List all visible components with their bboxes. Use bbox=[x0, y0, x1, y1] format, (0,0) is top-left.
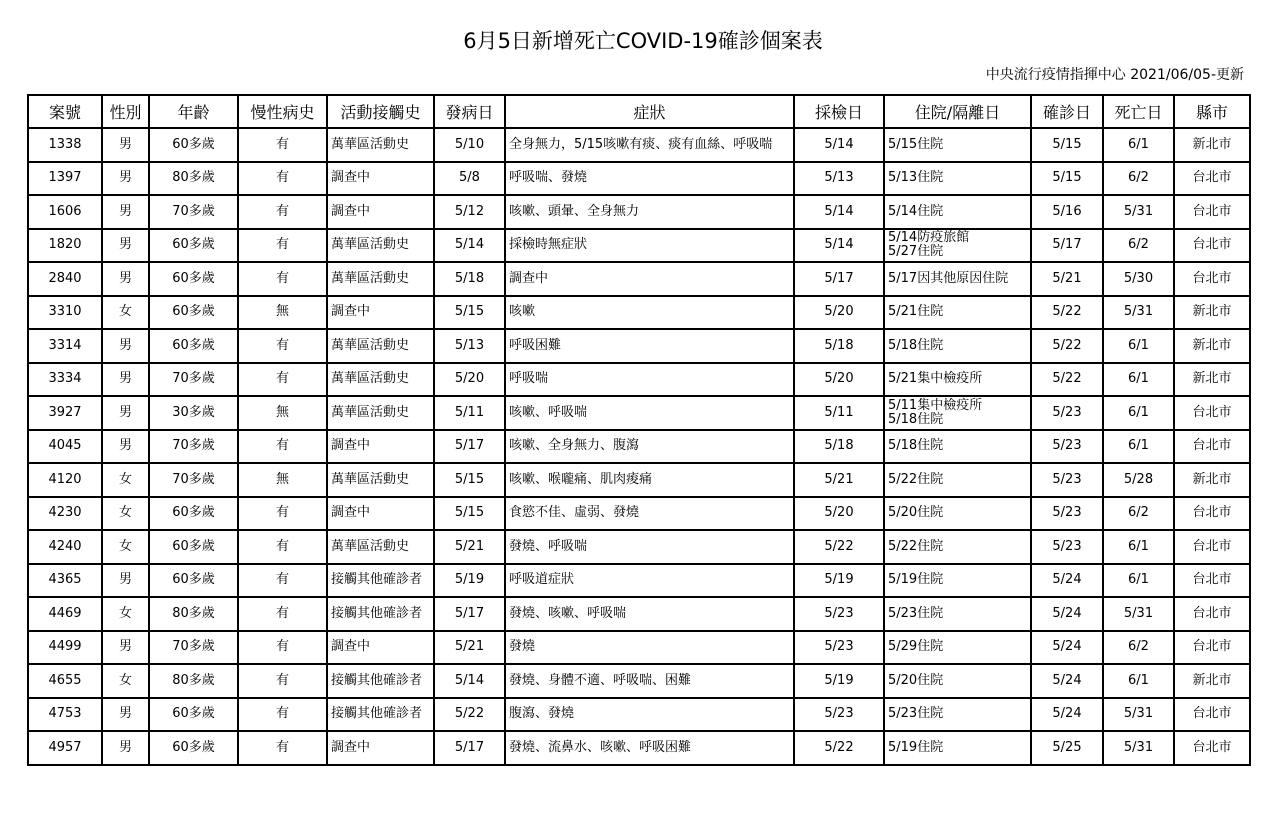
contact-history-cell: 萬華區活動史 bbox=[327, 463, 434, 497]
confirm-date-cell: 5/22 bbox=[1031, 329, 1103, 363]
symptoms-cell: 呼吸道症狀 bbox=[505, 564, 794, 598]
case-number-cell: 1820 bbox=[28, 229, 102, 263]
symptoms-cell: 發燒、身體不適、呼吸喘、困難 bbox=[505, 664, 794, 698]
sex-cell: 男 bbox=[102, 363, 149, 397]
table-row bbox=[28, 497, 1250, 531]
hospital-date-cell bbox=[884, 497, 1031, 531]
city-cell: 台北市 bbox=[1174, 731, 1250, 765]
hospital-line-1: 5/15住院 bbox=[888, 136, 944, 152]
hospital-line-1: 5/17因其他原因住院 bbox=[888, 270, 1009, 286]
hospital-line-1: 5/22住院 bbox=[888, 471, 944, 487]
update-note: 中央流行疫情指揮中心 2021/06/05-更新 bbox=[985, 67, 1244, 83]
case-number-cell: 4469 bbox=[28, 597, 102, 631]
chronic-disease-cell: 有 bbox=[238, 530, 327, 564]
sex-cell: 男 bbox=[102, 631, 149, 665]
contact-history-cell: 調查中 bbox=[327, 731, 434, 765]
age-cell: 60多歲 bbox=[149, 564, 238, 598]
contact-history-cell: 接觸其他確診者 bbox=[327, 597, 434, 631]
city-cell: 台北市 bbox=[1174, 497, 1250, 531]
table-row bbox=[28, 296, 1250, 330]
confirm-date-cell: 5/23 bbox=[1031, 430, 1103, 464]
city-cell: 台北市 bbox=[1174, 162, 1250, 196]
hospital-date-cell bbox=[884, 162, 1031, 196]
confirm-date-cell: 5/24 bbox=[1031, 597, 1103, 631]
case-number-cell: 4365 bbox=[28, 564, 102, 598]
column-header: 死亡日 bbox=[1103, 95, 1174, 128]
city-cell: 台北市 bbox=[1174, 195, 1250, 229]
symptoms-cell: 發燒、呼吸喘 bbox=[505, 530, 794, 564]
city-cell: 新北市 bbox=[1174, 463, 1250, 497]
chronic-disease-cell: 有 bbox=[238, 564, 327, 598]
column-header: 年齡 bbox=[149, 95, 238, 128]
test-date-cell: 5/13 bbox=[794, 162, 884, 196]
chronic-disease-cell: 有 bbox=[238, 631, 327, 665]
age-cell: 60多歲 bbox=[149, 262, 238, 296]
confirm-date-cell: 5/21 bbox=[1031, 262, 1103, 296]
hospital-date-cell bbox=[884, 363, 1031, 397]
table-row bbox=[28, 128, 1250, 162]
column-header: 案號 bbox=[28, 95, 102, 128]
age-cell: 60多歲 bbox=[149, 497, 238, 531]
case-number-cell: 3314 bbox=[28, 329, 102, 363]
death-date-cell: 5/31 bbox=[1103, 296, 1174, 330]
contact-history-cell: 調查中 bbox=[327, 497, 434, 531]
chronic-disease-cell: 有 bbox=[238, 698, 327, 732]
case-number-cell: 2840 bbox=[28, 262, 102, 296]
sex-cell: 男 bbox=[102, 731, 149, 765]
chronic-disease-cell: 有 bbox=[238, 162, 327, 196]
contact-history-cell: 調查中 bbox=[327, 296, 434, 330]
test-date-cell: 5/23 bbox=[794, 698, 884, 732]
age-cell: 80多歲 bbox=[149, 664, 238, 698]
table-row bbox=[28, 430, 1250, 464]
onset-date-cell: 5/8 bbox=[434, 162, 505, 196]
table-row bbox=[28, 564, 1250, 598]
onset-date-cell: 5/15 bbox=[434, 296, 505, 330]
death-date-cell: 5/31 bbox=[1103, 195, 1174, 229]
case-number-cell: 4499 bbox=[28, 631, 102, 665]
onset-date-cell: 5/22 bbox=[434, 698, 505, 732]
contact-history-cell: 接觸其他確診者 bbox=[327, 698, 434, 732]
death-date-cell: 6/1 bbox=[1103, 664, 1174, 698]
age-cell: 70多歲 bbox=[149, 195, 238, 229]
test-date-cell: 5/14 bbox=[794, 128, 884, 162]
onset-date-cell: 5/19 bbox=[434, 564, 505, 598]
confirm-date-cell: 5/15 bbox=[1031, 128, 1103, 162]
confirm-date-cell: 5/17 bbox=[1031, 229, 1103, 263]
age-cell: 70多歲 bbox=[149, 430, 238, 464]
test-date-cell: 5/11 bbox=[794, 396, 884, 430]
sex-cell: 女 bbox=[102, 530, 149, 564]
test-date-cell: 5/17 bbox=[794, 262, 884, 296]
contact-history-cell: 萬華區活動史 bbox=[327, 396, 434, 430]
death-date-cell: 6/1 bbox=[1103, 564, 1174, 598]
sex-cell: 男 bbox=[102, 430, 149, 464]
city-cell: 台北市 bbox=[1174, 396, 1250, 430]
death-date-cell: 6/2 bbox=[1103, 497, 1174, 531]
chronic-disease-cell: 有 bbox=[238, 128, 327, 162]
symptoms-cell: 發燒、流鼻水、咳嗽、呼吸困難 bbox=[505, 731, 794, 765]
city-cell: 新北市 bbox=[1174, 363, 1250, 397]
symptoms-cell: 發燒、咳嗽、呼吸喘 bbox=[505, 597, 794, 631]
contact-history-cell: 調查中 bbox=[327, 631, 434, 665]
death-date-cell: 6/1 bbox=[1103, 396, 1174, 430]
contact-history-cell: 調查中 bbox=[327, 162, 434, 196]
contact-history-cell: 萬華區活動史 bbox=[327, 530, 434, 564]
table-row bbox=[28, 731, 1250, 765]
symptoms-cell: 發燒 bbox=[505, 631, 794, 665]
confirm-date-cell: 5/22 bbox=[1031, 296, 1103, 330]
contact-history-cell: 萬華區活動史 bbox=[327, 128, 434, 162]
case-number-cell: 4240 bbox=[28, 530, 102, 564]
sex-cell: 女 bbox=[102, 497, 149, 531]
city-cell: 台北市 bbox=[1174, 631, 1250, 665]
hospital-date-cell bbox=[884, 128, 1031, 162]
hospital-date-cell bbox=[884, 564, 1031, 598]
age-cell: 80多歲 bbox=[149, 597, 238, 631]
case-number-cell: 1606 bbox=[28, 195, 102, 229]
chronic-disease-cell: 有 bbox=[238, 731, 327, 765]
city-cell: 台北市 bbox=[1174, 530, 1250, 564]
test-date-cell: 5/18 bbox=[794, 430, 884, 464]
onset-date-cell: 5/17 bbox=[434, 430, 505, 464]
confirm-date-cell: 5/23 bbox=[1031, 463, 1103, 497]
death-date-cell: 6/1 bbox=[1103, 329, 1174, 363]
chronic-disease-cell: 無 bbox=[238, 296, 327, 330]
confirm-date-cell: 5/25 bbox=[1031, 731, 1103, 765]
sex-cell: 男 bbox=[102, 564, 149, 598]
chronic-disease-cell: 有 bbox=[238, 195, 327, 229]
test-date-cell: 5/22 bbox=[794, 731, 884, 765]
test-date-cell: 5/21 bbox=[794, 463, 884, 497]
case-number-cell: 4655 bbox=[28, 664, 102, 698]
sex-cell: 男 bbox=[102, 396, 149, 430]
symptoms-cell: 呼吸喘、發燒 bbox=[505, 162, 794, 196]
sex-cell: 男 bbox=[102, 229, 149, 263]
symptoms-cell: 咳嗽、全身無力、腹瀉 bbox=[505, 430, 794, 464]
case-number-cell: 4045 bbox=[28, 430, 102, 464]
hospital-line-1: 5/29住院 bbox=[888, 639, 944, 655]
hospital-line-1: 5/14防疫旅館 bbox=[888, 230, 970, 246]
hospital-line-2: 5/21集中檢疫所 bbox=[888, 371, 983, 387]
hospital-date-cell bbox=[884, 229, 1031, 263]
age-cell: 60多歲 bbox=[149, 329, 238, 363]
symptoms-cell: 咳嗽 bbox=[505, 296, 794, 330]
hospital-date-cell bbox=[884, 195, 1031, 229]
chronic-disease-cell: 有 bbox=[238, 664, 327, 698]
symptoms-cell: 咳嗽、頭暈、全身無力 bbox=[505, 195, 794, 229]
hospital-line-1: 5/23住院 bbox=[888, 706, 944, 722]
hospital-date-cell bbox=[884, 463, 1031, 497]
city-cell: 新北市 bbox=[1174, 128, 1250, 162]
hospital-line-2: 5/27住院 bbox=[888, 244, 944, 260]
hospital-date-cell bbox=[884, 396, 1031, 430]
hospital-date-cell bbox=[884, 430, 1031, 464]
column-header: 發病日 bbox=[434, 95, 505, 128]
test-date-cell: 5/22 bbox=[794, 530, 884, 564]
death-date-cell: 5/30 bbox=[1103, 262, 1174, 296]
death-date-cell: 6/1 bbox=[1103, 530, 1174, 564]
contact-history-cell: 萬華區活動史 bbox=[327, 329, 434, 363]
age-cell: 60多歲 bbox=[149, 128, 238, 162]
symptoms-cell: 呼吸喘 bbox=[505, 363, 794, 397]
hospital-line-1: 5/21住院 bbox=[888, 304, 944, 320]
table-row bbox=[28, 363, 1250, 397]
chronic-disease-cell: 有 bbox=[238, 430, 327, 464]
case-number-cell: 4120 bbox=[28, 463, 102, 497]
onset-date-cell: 5/18 bbox=[434, 262, 505, 296]
column-header: 症狀 bbox=[505, 95, 794, 128]
death-case-table bbox=[27, 94, 1251, 766]
sex-cell: 男 bbox=[102, 698, 149, 732]
city-cell: 新北市 bbox=[1174, 296, 1250, 330]
age-cell: 60多歲 bbox=[149, 731, 238, 765]
onset-date-cell: 5/12 bbox=[434, 195, 505, 229]
table-row bbox=[28, 162, 1250, 196]
death-date-cell: 5/31 bbox=[1103, 597, 1174, 631]
onset-date-cell: 5/14 bbox=[434, 229, 505, 263]
sex-cell: 男 bbox=[102, 329, 149, 363]
onset-date-cell: 5/20 bbox=[434, 363, 505, 397]
hospital-date-cell bbox=[884, 698, 1031, 732]
chronic-disease-cell: 有 bbox=[238, 229, 327, 263]
death-date-cell: 5/31 bbox=[1103, 698, 1174, 732]
hospital-line-2: 5/18住院 bbox=[888, 411, 944, 427]
case-number-cell: 1397 bbox=[28, 162, 102, 196]
hospital-line-1: 5/20住院 bbox=[888, 505, 944, 521]
confirm-date-cell: 5/22 bbox=[1031, 363, 1103, 397]
hospital-line-1: 5/11集中檢疫所 bbox=[888, 397, 983, 413]
hospital-date-cell bbox=[884, 296, 1031, 330]
test-date-cell: 5/18 bbox=[794, 329, 884, 363]
hospital-date-cell bbox=[884, 631, 1031, 665]
table-row bbox=[28, 664, 1250, 698]
age-cell: 60多歲 bbox=[149, 530, 238, 564]
column-header: 住院/隔離日 bbox=[884, 95, 1031, 128]
symptoms-cell: 腹瀉、發燒 bbox=[505, 698, 794, 732]
case-number-cell: 3927 bbox=[28, 396, 102, 430]
test-date-cell: 5/20 bbox=[794, 497, 884, 531]
confirm-date-cell: 5/24 bbox=[1031, 698, 1103, 732]
confirm-date-cell: 5/23 bbox=[1031, 497, 1103, 531]
contact-history-cell: 調查中 bbox=[327, 195, 434, 229]
city-cell: 台北市 bbox=[1174, 430, 1250, 464]
test-date-cell: 5/19 bbox=[794, 664, 884, 698]
table-body bbox=[28, 128, 1250, 765]
confirm-date-cell: 5/23 bbox=[1031, 530, 1103, 564]
death-date-cell: 6/2 bbox=[1103, 162, 1174, 196]
hospital-line-1: 5/22住院 bbox=[888, 538, 944, 554]
column-header: 性別 bbox=[102, 95, 149, 128]
chronic-disease-cell: 有 bbox=[238, 329, 327, 363]
symptoms-cell: 呼吸困難 bbox=[505, 329, 794, 363]
sex-cell: 女 bbox=[102, 597, 149, 631]
hospital-date-cell bbox=[884, 329, 1031, 363]
hospital-date-cell bbox=[884, 262, 1031, 296]
city-cell: 台北市 bbox=[1174, 564, 1250, 598]
column-header: 活動接觸史 bbox=[327, 95, 434, 128]
hospital-date-cell bbox=[884, 597, 1031, 631]
hospital-line-1: 5/18住院 bbox=[888, 438, 944, 454]
test-date-cell: 5/23 bbox=[794, 597, 884, 631]
death-date-cell: 6/2 bbox=[1103, 631, 1174, 665]
table-row bbox=[28, 530, 1250, 564]
age-cell: 80多歲 bbox=[149, 162, 238, 196]
contact-history-cell: 調查中 bbox=[327, 430, 434, 464]
column-header: 確診日 bbox=[1031, 95, 1103, 128]
age-cell: 60多歲 bbox=[149, 296, 238, 330]
test-date-cell: 5/23 bbox=[794, 631, 884, 665]
city-cell: 台北市 bbox=[1174, 698, 1250, 732]
chronic-disease-cell: 有 bbox=[238, 497, 327, 531]
sex-cell: 男 bbox=[102, 262, 149, 296]
death-date-cell: 6/2 bbox=[1103, 229, 1174, 263]
age-cell: 60多歲 bbox=[149, 229, 238, 263]
city-cell: 台北市 bbox=[1174, 597, 1250, 631]
table-row bbox=[28, 329, 1250, 363]
test-date-cell: 5/20 bbox=[794, 363, 884, 397]
chronic-disease-cell: 有 bbox=[238, 262, 327, 296]
case-number-cell: 4957 bbox=[28, 731, 102, 765]
symptoms-cell: 食慾不佳、虛弱、發燒 bbox=[505, 497, 794, 531]
onset-date-cell: 5/10 bbox=[434, 128, 505, 162]
age-cell: 70多歲 bbox=[149, 363, 238, 397]
city-cell: 台北市 bbox=[1174, 229, 1250, 263]
symptoms-cell: 調查中 bbox=[505, 262, 794, 296]
chronic-disease-cell: 有 bbox=[238, 363, 327, 397]
sex-cell: 女 bbox=[102, 463, 149, 497]
death-date-cell: 6/1 bbox=[1103, 128, 1174, 162]
case-number-cell: 1338 bbox=[28, 128, 102, 162]
symptoms-cell: 咳嗽、喉嚨痛、肌肉痠痛 bbox=[505, 463, 794, 497]
chronic-disease-cell: 有 bbox=[238, 597, 327, 631]
page-title: 6月5日新增死亡COVID-19確診個案表 bbox=[463, 29, 823, 53]
hospital-date-cell bbox=[884, 530, 1031, 564]
onset-date-cell: 5/14 bbox=[434, 664, 505, 698]
sex-cell: 男 bbox=[102, 162, 149, 196]
column-header: 採檢日 bbox=[794, 95, 884, 128]
confirm-date-cell: 5/15 bbox=[1031, 162, 1103, 196]
chronic-disease-cell: 無 bbox=[238, 396, 327, 430]
column-header: 縣市 bbox=[1174, 95, 1250, 128]
onset-date-cell: 5/21 bbox=[434, 631, 505, 665]
hospital-line-1: 5/19住院 bbox=[888, 572, 944, 588]
contact-history-cell: 接觸其他確診者 bbox=[327, 664, 434, 698]
sex-cell: 女 bbox=[102, 664, 149, 698]
confirm-date-cell: 5/24 bbox=[1031, 564, 1103, 598]
death-date-cell: 6/1 bbox=[1103, 430, 1174, 464]
symptoms-cell: 全身無力，5/15咳嗽有痰、痰有血絲、呼吸喘 bbox=[505, 128, 794, 162]
sex-cell: 男 bbox=[102, 128, 149, 162]
city-cell: 新北市 bbox=[1174, 329, 1250, 363]
table-row bbox=[28, 195, 1250, 229]
test-date-cell: 5/14 bbox=[794, 195, 884, 229]
confirm-date-cell: 5/23 bbox=[1031, 396, 1103, 430]
hospital-line-1: 5/20住院 bbox=[888, 672, 944, 688]
contact-history-cell: 萬華區活動史 bbox=[327, 262, 434, 296]
age-cell: 70多歲 bbox=[149, 463, 238, 497]
onset-date-cell: 5/17 bbox=[434, 597, 505, 631]
test-date-cell: 5/19 bbox=[794, 564, 884, 598]
test-date-cell: 5/14 bbox=[794, 229, 884, 263]
sex-cell: 女 bbox=[102, 296, 149, 330]
confirm-date-cell: 5/16 bbox=[1031, 195, 1103, 229]
column-header: 慢性病史 bbox=[238, 95, 327, 128]
age-cell: 30多歲 bbox=[149, 396, 238, 430]
onset-date-cell: 5/17 bbox=[434, 731, 505, 765]
hospital-line-1: 5/18住院 bbox=[888, 337, 944, 353]
hospital-line-1: 5/13住院 bbox=[888, 170, 944, 186]
table-row bbox=[28, 229, 1250, 263]
symptoms-cell: 咳嗽、呼吸喘 bbox=[505, 396, 794, 430]
table-row bbox=[28, 262, 1250, 296]
contact-history-cell: 萬華區活動史 bbox=[327, 363, 434, 397]
confirm-date-cell: 5/24 bbox=[1031, 664, 1103, 698]
chronic-disease-cell: 無 bbox=[238, 463, 327, 497]
contact-history-cell: 萬華區活動史 bbox=[327, 229, 434, 263]
table-header-row bbox=[28, 95, 1250, 128]
case-number-cell: 3334 bbox=[28, 363, 102, 397]
sex-cell: 男 bbox=[102, 195, 149, 229]
contact-history-cell: 接觸其他確診者 bbox=[327, 564, 434, 598]
onset-date-cell: 5/15 bbox=[434, 497, 505, 531]
table-row bbox=[28, 631, 1250, 665]
onset-date-cell: 5/11 bbox=[434, 396, 505, 430]
death-date-cell: 5/31 bbox=[1103, 731, 1174, 765]
death-date-cell: 5/28 bbox=[1103, 463, 1174, 497]
table-row bbox=[28, 698, 1250, 732]
confirm-date-cell: 5/24 bbox=[1031, 631, 1103, 665]
case-number-cell: 3310 bbox=[28, 296, 102, 330]
case-number-cell: 4753 bbox=[28, 698, 102, 732]
table-row bbox=[28, 463, 1250, 497]
death-date-cell: 6/1 bbox=[1103, 363, 1174, 397]
hospital-date-cell bbox=[884, 664, 1031, 698]
table-row bbox=[28, 396, 1250, 430]
hospital-line-1: 5/14住院 bbox=[888, 203, 944, 219]
age-cell: 60多歲 bbox=[149, 698, 238, 732]
hospital-line-1: 5/23住院 bbox=[888, 605, 944, 621]
onset-date-cell: 5/13 bbox=[434, 329, 505, 363]
symptoms-cell: 採檢時無症狀 bbox=[505, 229, 794, 263]
table-row bbox=[28, 597, 1250, 631]
case-number-cell: 4230 bbox=[28, 497, 102, 531]
age-cell: 70多歲 bbox=[149, 631, 238, 665]
hospital-line-1: 5/19住院 bbox=[888, 739, 944, 755]
city-cell: 新北市 bbox=[1174, 664, 1250, 698]
hospital-date-cell bbox=[884, 731, 1031, 765]
onset-date-cell: 5/15 bbox=[434, 463, 505, 497]
onset-date-cell: 5/21 bbox=[434, 530, 505, 564]
city-cell: 台北市 bbox=[1174, 262, 1250, 296]
test-date-cell: 5/20 bbox=[794, 296, 884, 330]
